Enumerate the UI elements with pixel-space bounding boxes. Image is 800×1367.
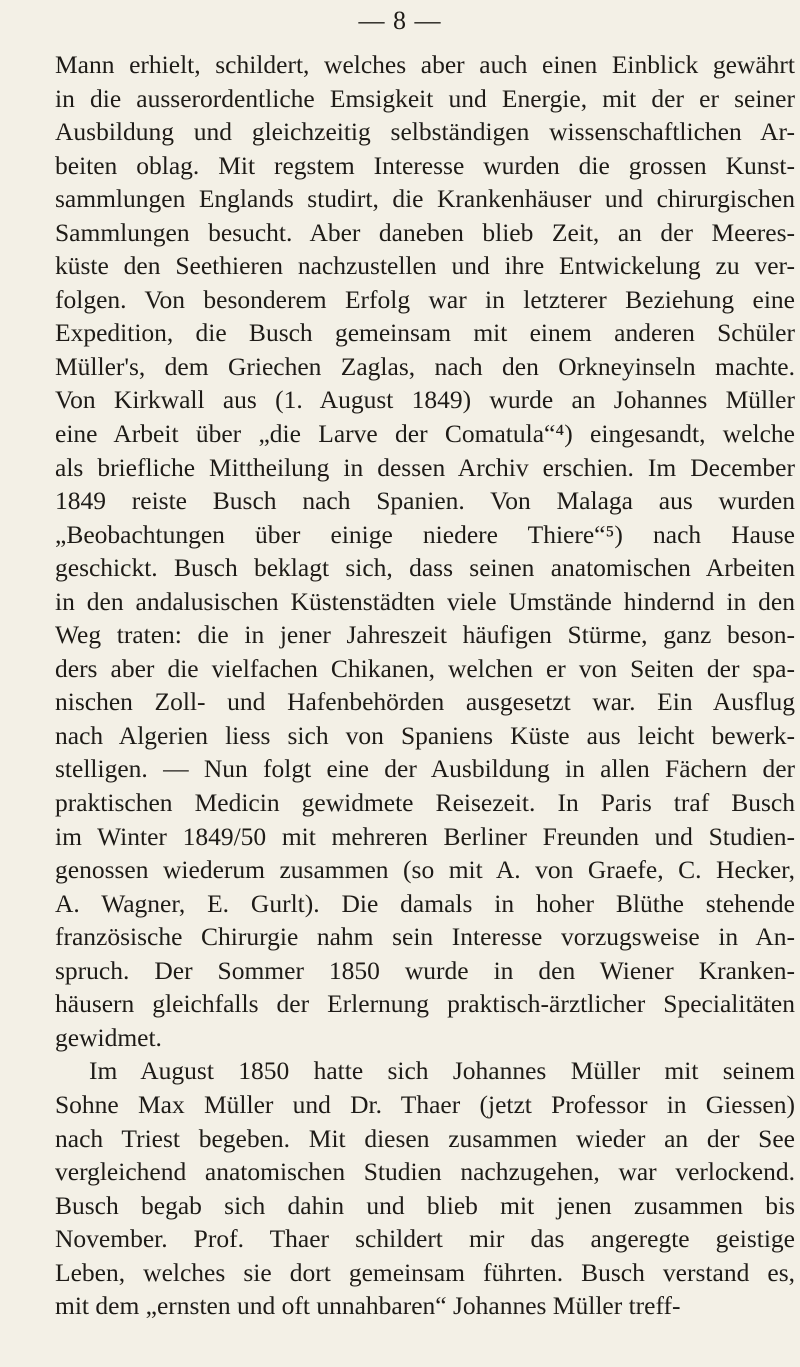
text-line: 1849 reiste Busch nach Spanien. Von Malaga aus wurden — [55, 486, 795, 516]
text-line: Expedition, die Busch gemeinsam mit einem anderen Schüler — [55, 318, 795, 348]
text-line: in die ausserordentliche Emsigkeit und Energie, mit der er seiner — [55, 83, 795, 113]
text-line: praktischen Medicin gewidmete Reisezeit. In Paris traf Busch — [55, 788, 795, 818]
text-line: Ausbildung und gleichzeitig selbständigen wissenschaftlichen Ar- — [55, 117, 795, 147]
text-line: vergleichend anatomischen Studien nachzugehen, war verlockend. — [55, 1157, 795, 1187]
text-line: im Winter 1849/50 mit mehreren Berliner Freunden und Studien- — [55, 821, 795, 851]
text-line: als briefliche Mittheilung in dessen Archiv erschien. Im December — [55, 452, 795, 482]
text-line: mit dem „ernsten und oft unnahbaren“ Johannes Müller treff- — [55, 1291, 681, 1321]
text-line: Busch begab sich dahin und blieb mit jenen zusammen bis — [55, 1190, 795, 1220]
text-line: November. Prof. Thaer schildert mir das angeregte geistige — [55, 1224, 795, 1254]
text-line: genossen wiederum zusammen (so mit A. von Graefe, C. Hecker, — [55, 855, 795, 885]
text-line: Leben, welches sie dort gemeinsam führten. Busch verstand es, — [55, 1257, 795, 1287]
text-line: A. Wagner, E. Gurlt). Die damals in hoher Blüthe stehende — [55, 888, 795, 918]
text-line: Sohne Max Müller und Dr. Thaer (jetzt Professor in Giessen) — [55, 1089, 795, 1119]
text-line: französische Chirurgie nahm sein Interesse vorzugsweise in An- — [55, 922, 795, 952]
text-line: sammlungen Englands studirt, die Krankenhäuser und chirurgischen — [55, 184, 795, 214]
text-line: ders aber die vielfachen Chikanen, welchen er von Seiten der spa- — [55, 653, 795, 683]
text-line: Von Kirkwall aus (1. August 1849) wurde an Johannes Müller — [55, 385, 795, 415]
text-line: häusern gleichfalls der Erlernung praktisch-ärztlicher Specialitäten — [55, 989, 795, 1019]
text-line: Im August 1850 hatte sich Johannes Müller mit seinem — [89, 1056, 795, 1086]
text-line: eine Arbeit über „die Larve der Comatula“⁴) eingesandt, welche — [55, 419, 795, 449]
text-line: Weg traten: die in jener Jahreszeit häufigen Stürme, ganz beson- — [55, 620, 795, 650]
text-line: Mann erhielt, schildert, welches aber auch einen Einblick gewährt — [55, 50, 795, 79]
text-line: Sammlungen besucht. Aber daneben blieb Zeit, an der Meeres- — [55, 217, 795, 247]
text-line: küste den Seethieren nachzustellen und ihre Entwickelung zu ver- — [55, 251, 795, 281]
text-line: nach Algerien liess sich von Spaniens Küste aus leicht bewerk- — [55, 720, 795, 750]
text-line: „Beobachtungen über einige niedere Thiere“⁵) nach Hause — [55, 519, 795, 549]
text-line: spruch. Der Sommer 1850 wurde in den Wiener Kranken- — [55, 955, 795, 985]
text-line: folgen. Von besonderem Erfolg war in letzterer Beziehung eine — [55, 284, 795, 314]
text-line: nischen Zoll- und Hafenbehörden ausgesetzt war. Ein Ausflug — [55, 687, 795, 717]
page-number: — 8 — — [358, 6, 442, 35]
text-line: geschickt. Busch beklagt sich, dass seinen anatomischen Arbeiten — [55, 553, 795, 583]
body-text — [55, 48, 795, 1323]
text-line: stelligen. — Nun folgt eine der Ausbildung in allen Fächern der — [55, 754, 795, 784]
text-line: beiten oblag. Mit regstem Interesse wurden die grossen Kunst- — [55, 150, 795, 180]
text-line: Müller's, dem Griechen Zaglas, nach den Orkneyinseln machte. — [55, 351, 795, 381]
text-line: gewidmet. — [55, 1022, 162, 1052]
text-line: in den andalusischen Küstenstädten viele Umstände hindernd in den — [55, 586, 795, 616]
text-line: nach Triest begeben. Mit diesen zusammen wieder an der See — [55, 1123, 795, 1153]
